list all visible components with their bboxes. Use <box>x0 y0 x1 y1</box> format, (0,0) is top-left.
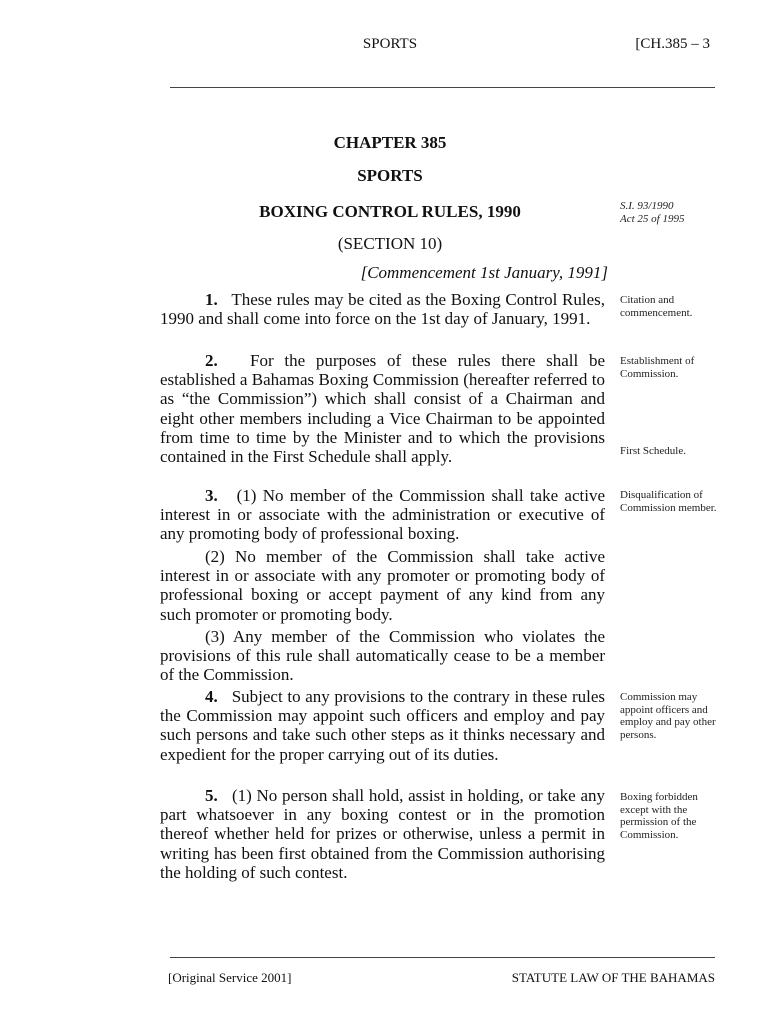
rule-5-number: 5. <box>205 786 218 805</box>
rule-5-text: (1) No person shall hold, assist in holding, or take any part whatsoever in any boxing contest or in the promotion thereof whether held for prizes or otherwise, unless a permit in writing has been first obtained from the Commission authorising the holding of such contest. <box>160 786 606 882</box>
commencement-note: [Commencement 1st January, 1991] <box>360 263 608 282</box>
margin-note-establishment: Establishment of Commission. <box>620 355 695 380</box>
rule-3-subrule-3: (3) Any member of the Commission who violates the provisions of this rule shall automatically cease to be a member of the Commission. <box>160 627 605 685</box>
footer-divider <box>170 957 715 958</box>
section-reference: (SECTION 10) <box>337 234 443 253</box>
chapter-heading: CHAPTER 385 <box>333 133 447 152</box>
rule-1-number: 1. <box>205 290 218 309</box>
running-header-title: SPORTS <box>362 36 418 52</box>
rule-3-number: 3. <box>205 486 218 505</box>
margin-note-citation: Citation and commencement. <box>620 294 693 319</box>
footer-service: [Original Service 2001] <box>168 970 292 985</box>
running-header-chapter: [CH.385 – 3 <box>635 36 710 52</box>
subject-heading: SPORTS <box>357 166 423 185</box>
rule-2 <box>160 351 605 466</box>
rule-2-number: 2. <box>205 351 218 370</box>
rule-3 <box>160 486 605 544</box>
rule-2-text: For the purposes of these rules there shall be established a Bahamas Boxing Commission (hereafter referred to as “the Commission”) which shall consist of a Chairman and eight other members including a Vice Chairman to be appointed from time to time by the Minister and to which the provisions contained in the First Schedule shall apply. <box>160 351 606 467</box>
source-note-line-1: S.I. 93/1990 <box>620 200 674 212</box>
rule-4-text: Subject to any provisions to the contrary in these rules the Commission may appoint such officers and employ and pay such persons and take such other steps as it thinks necessary and expedient for the proper carrying out of its duties. <box>160 687 605 764</box>
rule-1-text: These rules may be cited as the Boxing Control Rules, 1990 and shall come into force on the 1st day of January, 1991. <box>160 290 605 329</box>
rule-4-number: 4. <box>205 687 218 706</box>
margin-note-first-schedule: First Schedule. <box>620 445 686 457</box>
rule-3-subrule-2: (2) No member of the Commission shall take active interest in or associate with any promoter or promoting body of professional boxing or accept payment of any kind from any such promoter or promoting body. <box>160 547 605 624</box>
source-note-line-2: Act 25 of 1995 <box>620 212 685 225</box>
rule-3-text: (1) No member of the Commission shall take active interest in or associate with the administration or executive of any promoting body of professional boxing. <box>160 486 606 544</box>
margin-note-rule-5: Boxing forbidden except with the permission of the Commission. <box>620 791 698 841</box>
margin-note-rule-4: Commission may appoint officers and employ and pay other persons. <box>620 691 716 741</box>
rules-title: BOXING CONTROL RULES, 1990 <box>259 202 521 221</box>
rule-5 <box>160 786 605 882</box>
source-note <box>620 200 720 225</box>
footer-publication: STATUTE LAW OF THE BAHAMAS <box>511 970 715 985</box>
margin-note-disqualification: Disqualification of Commission member. <box>620 489 717 514</box>
rule-1 <box>160 290 605 328</box>
rule-4 <box>160 687 605 764</box>
header-divider <box>170 87 715 88</box>
